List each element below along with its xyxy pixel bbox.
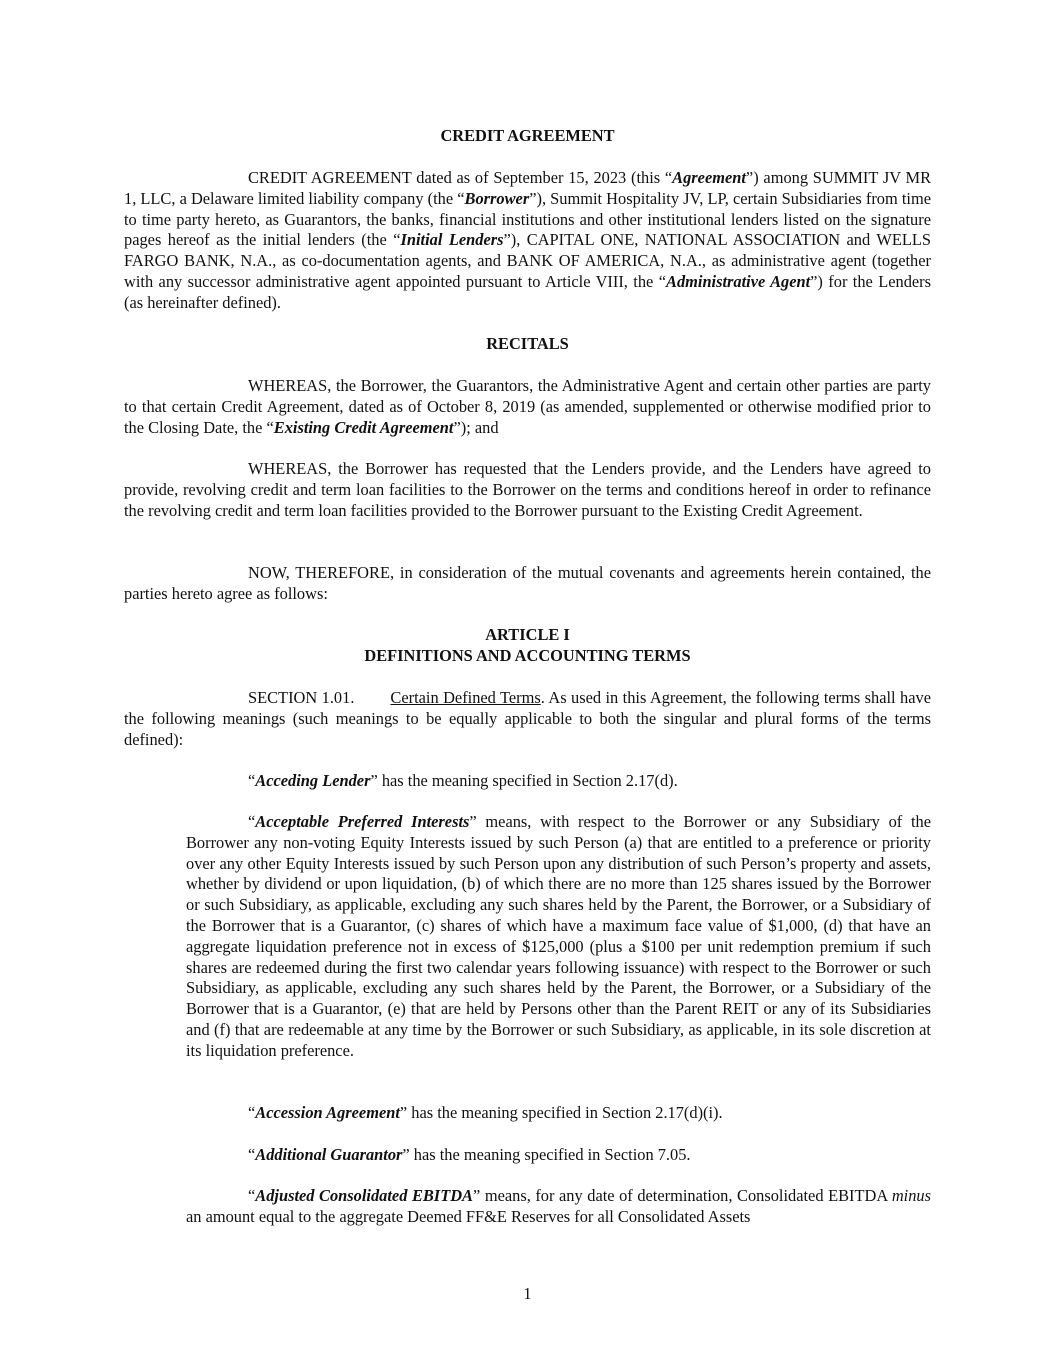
defined-term: Administrative Agent xyxy=(666,271,811,291)
definition-paragraph: “Additional Guarantor” has the meaning specified in Section 7.05. xyxy=(248,1145,691,1164)
defined-term: Additional Guarantor xyxy=(255,1145,403,1164)
definition-paragraph: “Adjusted Consolidated EBITDA” means, for any date of determination, Consolidated EBITDA minus an amount equal to the aggregate Deemed FF&E Reserves for all Consolidated Assets xyxy=(186,1186,931,1226)
definition-paragraph: “Acceptable Preferred Interests” means, with respect to the Borrower or any Subsidiary of the Borrower any non-voting Equity Interests issued by such Person (a) that are entitled to a preference or priority over any other Equity Interests issued by such Person upon any distribution of such Person’s property and assets, whether by dividend or upon liquidation, (b) of which there are no more than 125 shares issued by the Borrower or such Subsidiary, as applicable, excluding any such shares held by the Parent, the Borrower, or a Subsidiary of the Borrower that is a Guarantor, (c) shares of which have a maximum face value of $1,000, (d) that have an aggregate liquidation preference not in excess of $125,000 (plus a $100 per unit redemption premium if such shares are redeemed during the first two calendar years following issuance) with respect to the Borrower or such Subsidiary, as applicable, excluding any such shares held by the Parent, the Borrower, or a Subsidiary of the Borrower that is a Guarantor, (e) that are held by Persons other than the Parent REIT or any of its Subsidiaries and (f) that are redeemable at any time by the Borrower or such Subsidiary, as applicable, in its sole discretion at its liquidation preference. xyxy=(186,812,931,1060)
now-therefore-paragraph: NOW, THEREFORE, in consideration of the mutual covenants and agreements herein contained, the parties hereto agree as follows: xyxy=(124,563,931,603)
defined-term: Acceptable Preferred Interests xyxy=(255,812,470,831)
recital-paragraph: WHEREAS, the Borrower, the Guarantors, the Administrative Agent and certain other parties are party to that certain Credit Agreement, dated as of October 8, 2019 (as amended, supplemented or otherwise modified prior to the Closing Date, the “Existing Credit Agreement”); and xyxy=(124,376,931,437)
definition-paragraph: “Acceding Lender” has the meaning specified in Section 2.17(d). xyxy=(248,771,678,790)
definition-paragraph: “Accession Agreement” has the meaning specified in Section 2.17(d)(i). xyxy=(248,1103,723,1122)
intro-paragraph: CREDIT AGREEMENT dated as of September 15, 2023 (this “Agreement”) among SUMMIT JV MR 1, LLC, a Delaware limited liability company (the “Borrower”), Summit Hospitality JV, LP, certain Subsidiaries from time to time party hereto, as Guarantors, the banks, financial institutions and other institutional lenders listed on the signature pages hereof as the initial lenders (the “Initial Lenders”), CAPITAL ONE, NATIONAL ASSOCIATION and WELLS FARGO BANK, N.A., as co-documentation agents, and BANK OF AMERICA, N.A., as administrative agent (together with any successor administrative agent appointed pursuant to Article VIII, the “Administrative Agent”) for the Lenders (as hereinafter defined). xyxy=(124,168,932,312)
page-number: 1 xyxy=(523,1284,532,1303)
article-title: DEFINITIONS AND ACCOUNTING TERMS xyxy=(364,646,691,665)
italic-word: minus xyxy=(891,1186,931,1205)
defined-term: Initial Lenders xyxy=(400,230,504,250)
section-number: SECTION 1.01. xyxy=(248,688,355,707)
defined-term: Acceding Lender xyxy=(255,771,371,790)
defined-term: Adjusted Consolidated EBITDA xyxy=(255,1186,473,1205)
section-paragraph: SECTION 1.01. Certain Defined Terms. As used in this Agreement, the following terms shall have the following meanings (such meanings to be equally applicable to both the singular and plural forms of the terms defined): xyxy=(124,688,931,749)
defined-term: Agreement xyxy=(672,168,746,187)
defined-term: Existing Credit Agreement xyxy=(273,417,454,437)
recitals-heading: RECITALS xyxy=(486,334,569,353)
document-title: CREDIT AGREEMENT xyxy=(440,126,615,145)
defined-term: Accession Agreement xyxy=(255,1103,400,1122)
section-title: Certain Defined Terms xyxy=(390,688,541,707)
defined-term: Borrower xyxy=(464,188,530,208)
article-number: ARTICLE I xyxy=(485,625,570,644)
recital-paragraph: WHEREAS, the Borrower has requested that the Lenders provide, and the Lenders have agreed to provide, revolving credit and term loan facilities to the Borrower on the terms and conditions hereof in order to refinance the revolving credit and term loan facilities provided to the Borrower pursuant to the Existing Credit Agreement. xyxy=(124,459,931,520)
